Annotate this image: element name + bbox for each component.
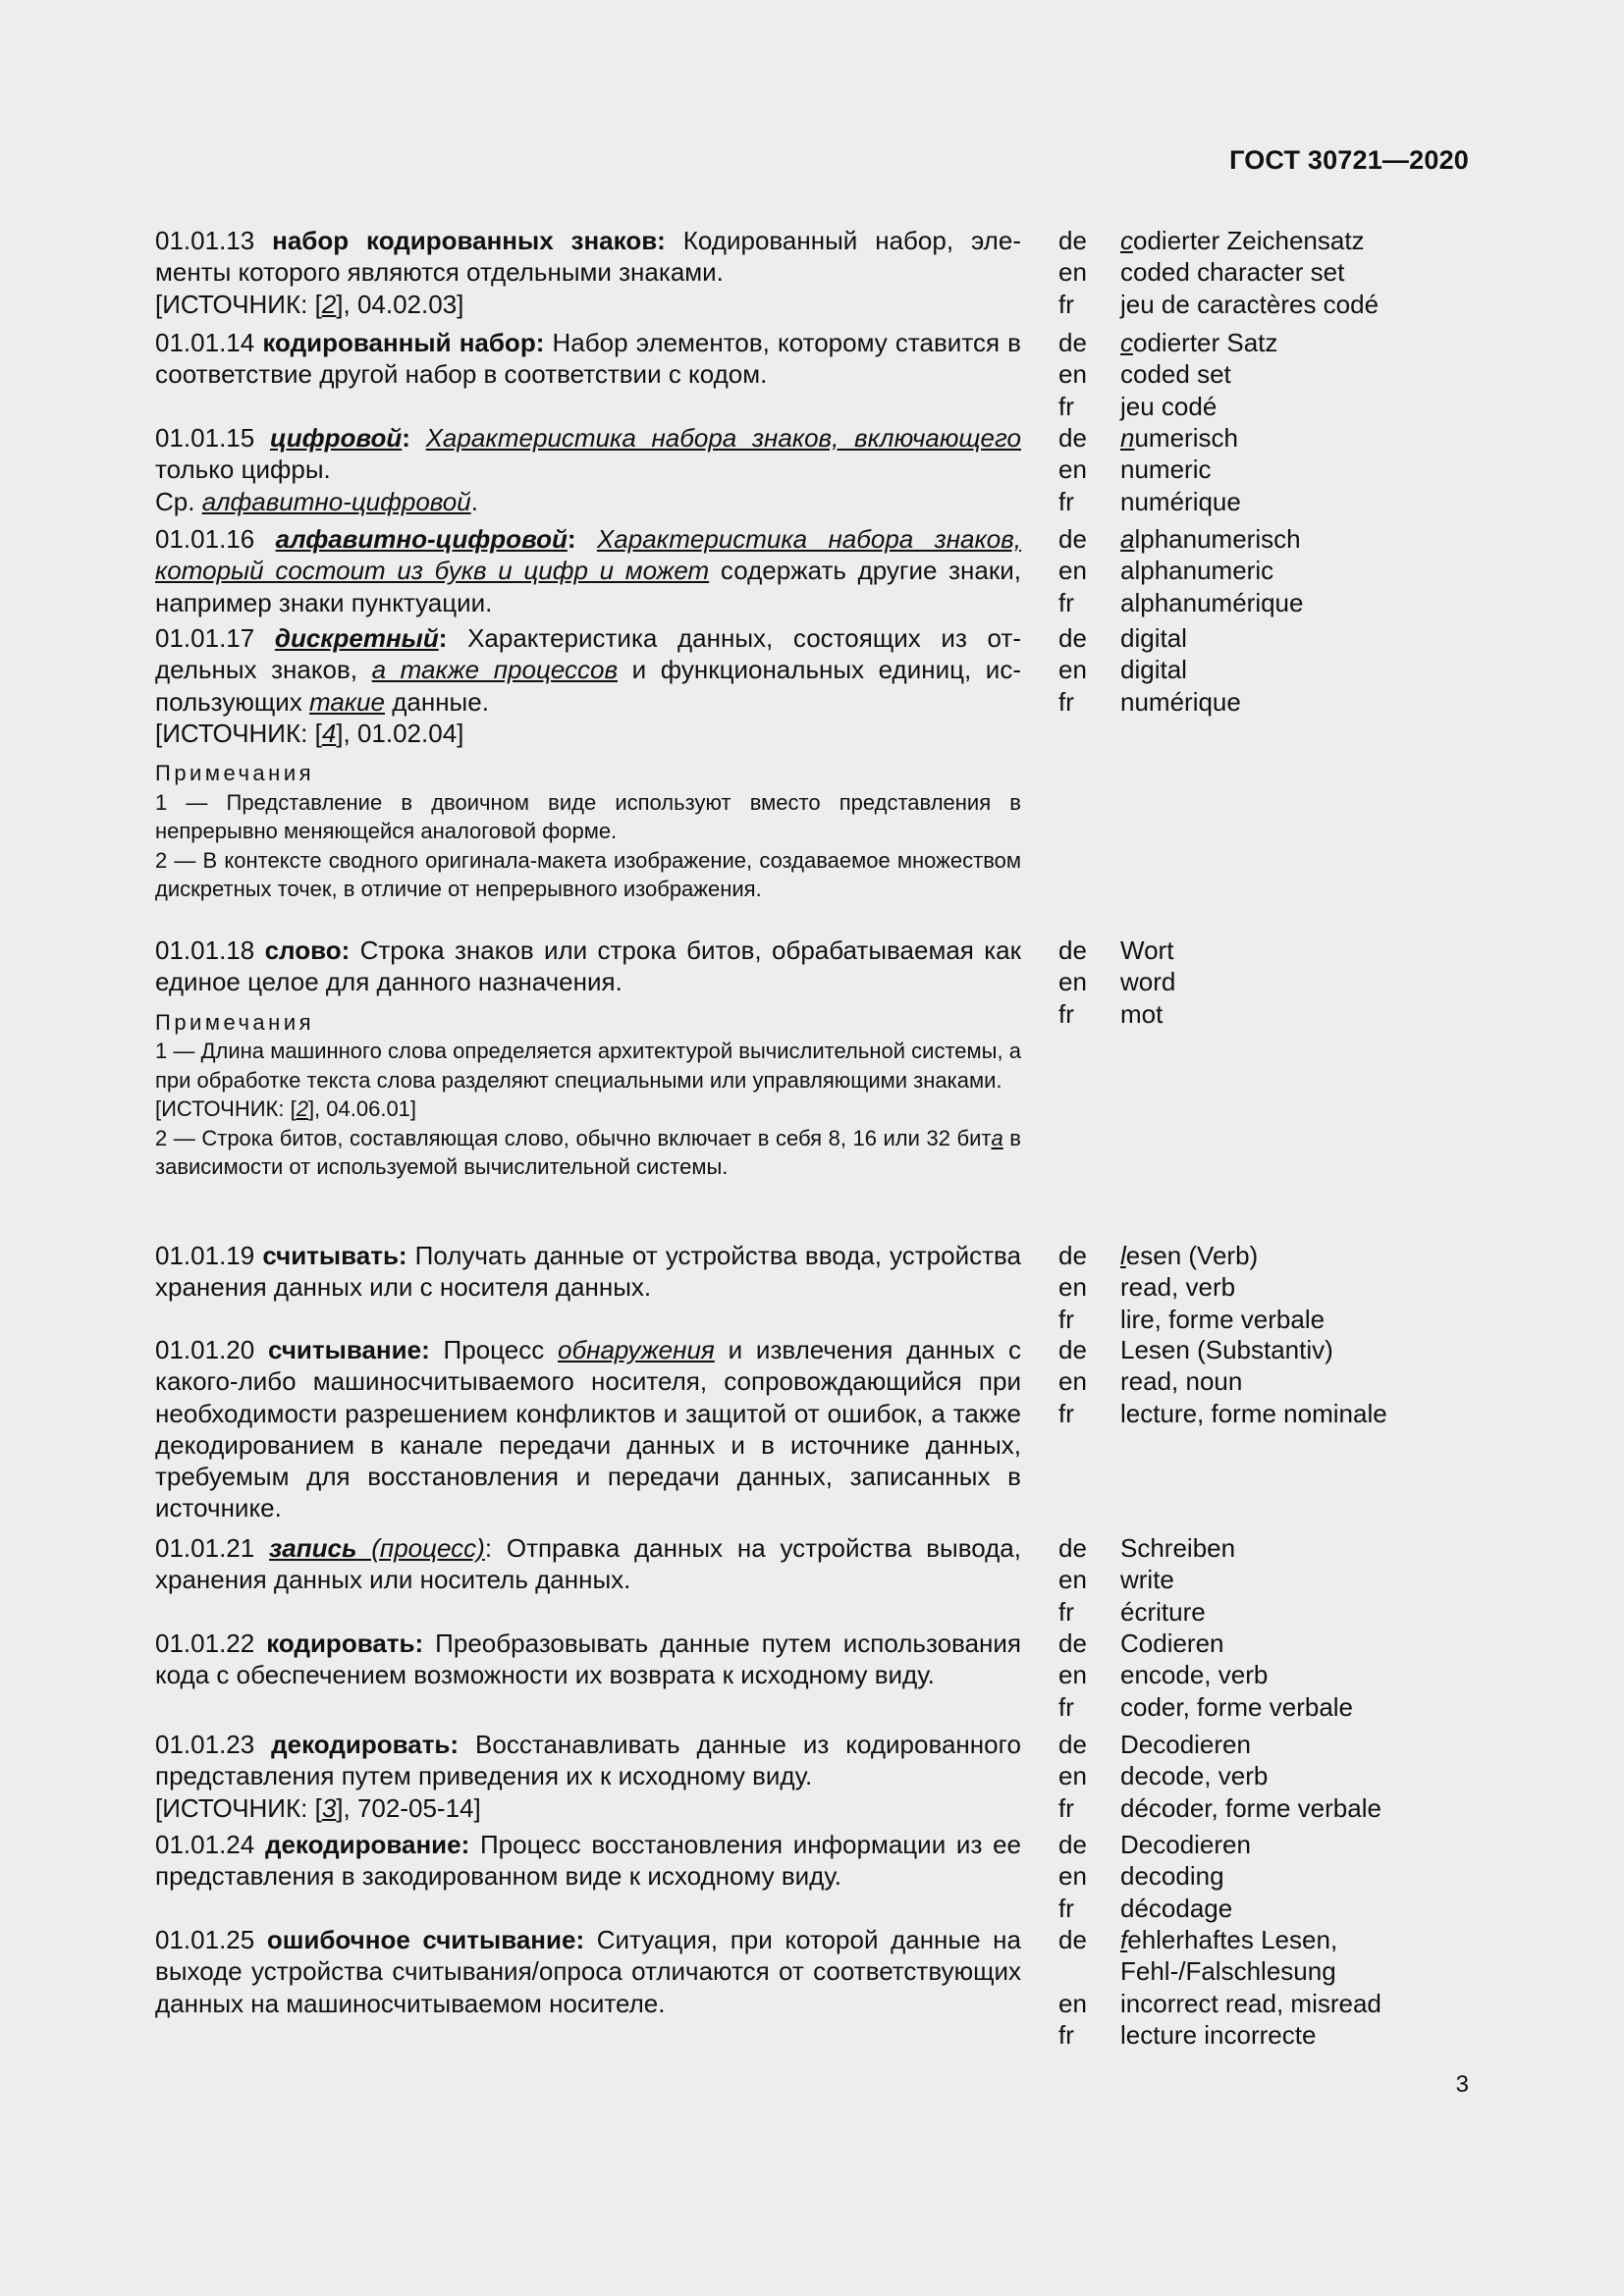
entry-number: 01.01.23 [155, 1730, 255, 1759]
source-ref: [ИСТОЧНИК: [4], 01.02.04] [155, 718, 464, 748]
equivalents [1058, 422, 1241, 517]
equivalent-row: en encode, verb [1058, 1660, 1269, 1690]
definition [155, 1729, 1021, 1824]
equivalents [1058, 327, 1277, 422]
equivalent-row: fr écriture [1058, 1596, 1206, 1627]
term: алфавитно-цифровой [275, 524, 568, 554]
equivalent-row: fr lecture incorrecte [1058, 2019, 1317, 2050]
definition [155, 327, 1021, 391]
equivalent-row: en read, verb [1058, 1272, 1236, 1303]
source-ref: [ИСТОЧНИК: [2], 04.06.01] [155, 1096, 417, 1122]
equivalent-row: de Decodieren [1058, 1730, 1251, 1759]
equivalent-row: fr jeu de caractères codé [1058, 289, 1380, 319]
equivalent-row: de lesen (Verb) [1058, 1241, 1259, 1270]
notes-title: Примечания [155, 761, 315, 786]
definition [155, 1240, 1021, 1304]
definition: 01.01.15 цифровой: Характеристика набора знаков, включающего только цифры. Ср. алфавитно-цифровой. [155, 423, 1021, 516]
equivalent-row: de Codieren [1058, 1629, 1224, 1658]
equivalents [1058, 1532, 1235, 1628]
equivalent-row: fr numérique [1058, 486, 1241, 516]
equivalents [1058, 1924, 1381, 2051]
definition-text: Восстанавливать данные из кодированного представления путем приведения их к исходному виду. [155, 1730, 1021, 1791]
definition-text: Процесс восстановления информации из ее представления в закодированном виде к исходному виду. [155, 1830, 1021, 1892]
entry-number: 01.01.15 [155, 423, 255, 453]
equivalent-row: fr alphanumérique [1058, 587, 1304, 617]
definition [155, 225, 1021, 320]
reference-link[interactable]: 4 [321, 718, 337, 748]
term: кодированный набор: [262, 328, 545, 357]
entry-number: 01.01.20 [155, 1335, 255, 1364]
notes-title: Примечания [155, 1009, 315, 1035]
equivalent-row: de Wort [1058, 935, 1174, 965]
entry-number: 01.01.16 [155, 524, 255, 554]
term: запись [269, 1533, 357, 1563]
equivalent-row: en decoding [1058, 1861, 1224, 1892]
equivalents [1058, 1729, 1381, 1824]
note: 1 — Длина машинного слова определяется архитектурой вычислительной системы, а при обработке текста слова разделяют специальными или управляющими знаками. [155, 1039, 1021, 1093]
definition [155, 934, 1021, 1182]
italic-definition: Характеристика набора знаков, который состоит из букв и цифр и может [155, 524, 1021, 586]
definition [155, 1628, 1021, 1691]
equivalents [1058, 1628, 1353, 1723]
equivalent-row: en write [1058, 1565, 1174, 1595]
equivalent-row: de Schreiben [1058, 1533, 1236, 1563]
reference-link[interactable]: 2 [296, 1096, 308, 1122]
term: слово: [264, 935, 351, 965]
equivalents [1058, 1829, 1251, 1924]
page-number: 3 [1455, 2071, 1469, 2098]
equivalents [1058, 934, 1175, 1030]
equivalent-row: fr lecture, forme nominale [1058, 1398, 1387, 1428]
see-also: Ср. алфавитно-цифровой. [155, 486, 478, 516]
entry-number: 01.01.24 [155, 1830, 255, 1859]
definition-text: Ситуация, при которой данные на выходе устройства считывания/опроса отличаются от соответствующих данных на машиносчитываемом носителе. [155, 1925, 1021, 2018]
note: 1 — Представление в двоичном виде используют вместо представления в непрерывно меняющейся аналоговой форме. [155, 789, 1021, 844]
reference-link[interactable]: 3 [321, 1792, 337, 1823]
note: 2 — Строка битов, составляющая слово, обычно включает в себя 8, 16 или 32 бита в зависимости от используемой вычислительной системы. [155, 1125, 1021, 1180]
entry-number: 01.01.18 [155, 935, 255, 965]
definition-text: Строка знаков или строка битов, обрабатываемая как единое целое для данного назначения. [155, 935, 1021, 997]
equivalent-row: en incorrect read, misread [1058, 1988, 1381, 2018]
see-also-link[interactable]: алфавитно-цифровой [201, 486, 471, 516]
equivalents [1058, 225, 1379, 320]
term: дискретный [274, 623, 439, 653]
equivalent-row: fr mot [1058, 998, 1164, 1029]
entry-number: 01.01.13 [155, 226, 255, 255]
equivalents [1058, 1334, 1387, 1429]
definition: 01.01.17 дискретный: Характеристика данных, состоящих из отдельных знаков, а также процессов и функциональных единиц, использующих такие данные. [ИСТОЧНИК: [4], 01.02.04] Примечания 1 — Представление в двоичном виде используют вместо представления в непрерывно меняющейся аналоговой форме. 2 — В контексте сводного оригинала-макета изображение, создаваемое множеством дискретных точек, в отличие от непрерывного изображения. [155, 622, 1021, 904]
source-ref: [ИСТОЧНИК: [3], 702-05-14] [155, 1792, 481, 1823]
equivalents [1058, 523, 1303, 618]
equivalent-row: de alphanumerisch [1058, 524, 1301, 554]
definition: 01.01.16 алфавитно-цифровой: Характеристика набора знаков, который состоит из букв и цифр и может содержать другие знаки, например знаки пунктуации. [155, 524, 1021, 617]
equivalent-row: en alphanumeric [1058, 556, 1274, 586]
definition-text: Получать данные от устройства ввода, устройства хранения данных или с носителя данных. [155, 1241, 1021, 1303]
term: декодировать: [271, 1730, 460, 1759]
definition-text: : Отправка данных на устройства вывода, хранения данных или носитель данных. [155, 1533, 1021, 1595]
equivalents [1058, 622, 1241, 718]
entry-number: 01.01.14 [155, 328, 255, 357]
equivalent-row: Fehl-/Falschlesung [1120, 1956, 1336, 1987]
italic-definition: Характеристика набора знаков, включающего [425, 423, 1021, 453]
entry-number: 01.01.25 [155, 1925, 255, 1954]
entry-number: 01.01.22 [155, 1629, 255, 1658]
equivalent-row: de digital [1058, 623, 1187, 653]
term: декодирование: [264, 1830, 470, 1859]
term: считывать: [262, 1241, 407, 1270]
equivalent-row: fr jeu codé [1058, 391, 1218, 421]
definition [155, 1829, 1021, 1893]
definition-text: Кодированный набор, элементы которого являются отдельными знаками. [155, 226, 1021, 288]
entry-number: 01.01.17 [155, 623, 255, 653]
equivalent-row: en numeric [1058, 454, 1212, 485]
equivalent-row: de codierter Zeichensatz [1058, 226, 1365, 255]
equivalent-row: en coded character set [1058, 257, 1345, 288]
equivalent-row: de codierter Satz [1058, 328, 1278, 357]
definition-text: содержать другие знаки, например знаки пунктуации. [155, 556, 1021, 617]
definition-text: Преобразовывать данные путем использования кода с обеспечением возможности их возврата к исходному виду. [155, 1629, 1021, 1690]
term: считывание: [268, 1335, 430, 1364]
equivalent-row: de fehlerhaftes Lesen, [1058, 1925, 1338, 1954]
source-ref: [ИСТОЧНИК: [2], 04.02.03] [155, 289, 464, 319]
equivalent-row: en read, noun [1058, 1366, 1243, 1397]
definition-text: Набор элементов, которому ставится в соответствие другой набор в соответствии с кодом. [155, 328, 1021, 390]
equivalent-row: de Decodieren [1058, 1830, 1251, 1859]
term: цифровой [269, 423, 403, 453]
equivalent-row: en digital [1058, 655, 1187, 685]
term: ошибочное считывание: [266, 1925, 585, 1954]
definition: 01.01.21 запись (процесс): Отправка данных на устройства вывода, хранения данных или носитель данных. [155, 1533, 1021, 1595]
equivalents [1058, 1240, 1325, 1335]
equivalent-row: fr lire, forme verbale [1058, 1304, 1326, 1334]
equivalent-row: fr décodage [1058, 1893, 1233, 1923]
equivalent-row: fr décoder, forme verbale [1058, 1792, 1381, 1823]
equivalent-row: de Lesen (Substantiv) [1058, 1335, 1333, 1364]
term: набор кодированных знаков: [272, 226, 666, 255]
entry-number: 01.01.19 [155, 1241, 255, 1270]
definition: 01.01.20 считывание: Процесс обнаружения и извлечения данных с какого-либо машиносчитываемого носителя, сопровождающийся при необходимости разрешением конфликтов и защитой от ошибок, а также декодированием в канале передачи данных и в источнике данных, требуемым для восстановления и передачи данных, записанных в источнике. [155, 1335, 1021, 1523]
equivalent-row: en word [1058, 967, 1176, 997]
definition-text: только цифры. [155, 454, 331, 485]
equivalent-row: fr coder, forme verbale [1058, 1691, 1354, 1722]
note: 2 — В контексте сводного оригинала-макета изображение, создаваемое множеством дискретных точек, в отличие от непрерывного изображения. [155, 847, 1021, 902]
equivalent-row: en coded set [1058, 359, 1231, 390]
standard-code: ГОСТ 30721—2020 [1229, 145, 1469, 175]
equivalent-row: en decode, verb [1058, 1761, 1269, 1791]
definition [155, 1924, 1021, 2019]
equivalent-row: fr numérique [1058, 686, 1241, 717]
equivalent-row: de numerisch [1058, 423, 1238, 453]
entry-number: 01.01.21 [155, 1533, 255, 1563]
term: кодировать: [266, 1629, 424, 1658]
reference-link[interactable]: 2 [321, 289, 337, 319]
